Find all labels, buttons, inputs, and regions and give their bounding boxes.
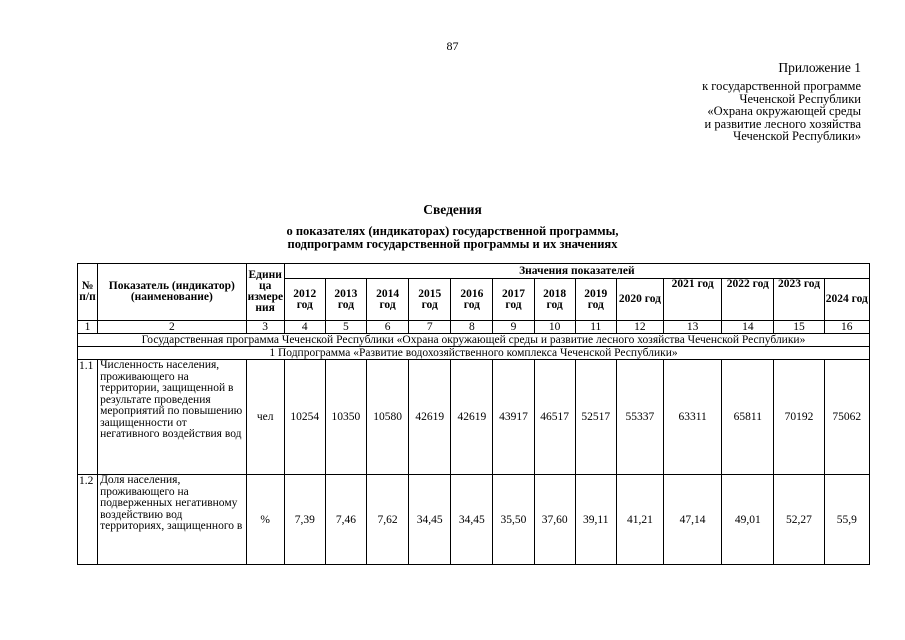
value-cell: 46517 bbox=[534, 360, 575, 475]
header-values-group: Значения показателей bbox=[284, 264, 869, 279]
header-year: 2019 год bbox=[575, 279, 616, 321]
column-number: 11 bbox=[575, 321, 616, 334]
column-number: 4 bbox=[284, 321, 325, 334]
column-number: 7 bbox=[409, 321, 451, 334]
header-year: 2021 год bbox=[664, 279, 722, 321]
indicators-table bbox=[77, 263, 870, 565]
value-cell: 55,9 bbox=[824, 475, 869, 565]
header-year: 2020 год bbox=[616, 279, 663, 321]
unit-cell: чел bbox=[246, 360, 284, 475]
value-cell: 52517 bbox=[575, 360, 616, 475]
column-number: 12 bbox=[616, 321, 663, 334]
value-cell: 65811 bbox=[722, 360, 774, 475]
column-number: 14 bbox=[722, 321, 774, 334]
appendix-line: к государственной программе bbox=[702, 79, 861, 93]
appendix-line: Чеченской Республики bbox=[739, 91, 861, 106]
value-cell: 43917 bbox=[493, 360, 534, 475]
header-year: 2023 год bbox=[774, 279, 824, 321]
value-cell: 70192 bbox=[774, 360, 824, 475]
value-cell: 7,62 bbox=[367, 475, 409, 565]
column-number: 2 bbox=[98, 321, 247, 334]
value-cell: 7,46 bbox=[325, 475, 366, 565]
header-year: 2013 год bbox=[325, 279, 366, 321]
unit-cell: % bbox=[246, 475, 284, 565]
value-cell: 63311 bbox=[664, 360, 722, 475]
row-number: 1.1 bbox=[78, 360, 98, 475]
header-year: 2022 год bbox=[722, 279, 774, 321]
value-cell: 34,45 bbox=[409, 475, 451, 565]
column-number: 1 bbox=[78, 321, 98, 334]
indicator-name: Доля населения, проживающего на подверженных негативному воздействию вод территориях, защищенного в bbox=[100, 475, 243, 532]
value-cell: 37,60 bbox=[534, 475, 575, 565]
appendix-block bbox=[702, 60, 861, 143]
subprogram-banner: 1 Подпрограмма «Развитие водохозяйственного комплекса Чеченской Республики» bbox=[78, 347, 870, 360]
value-cell: 10254 bbox=[284, 360, 325, 475]
appendix-line: и развитие лесного хозяйства bbox=[704, 116, 861, 131]
header-year: 2012 год bbox=[284, 279, 325, 321]
table-row bbox=[78, 475, 870, 565]
column-number: 16 bbox=[824, 321, 869, 334]
value-cell: 55337 bbox=[616, 360, 663, 475]
column-number: 10 bbox=[534, 321, 575, 334]
value-cell: 42619 bbox=[409, 360, 451, 475]
header-no: № п/п bbox=[78, 264, 98, 321]
indicator-name-cell bbox=[98, 475, 247, 565]
value-cell: 39,11 bbox=[575, 475, 616, 565]
value-cell: 35,50 bbox=[493, 475, 534, 565]
column-numbers-row bbox=[78, 321, 870, 334]
appendix-line: «Охрана окружающей среды bbox=[707, 104, 861, 118]
value-cell: 10580 bbox=[367, 360, 409, 475]
column-number: 8 bbox=[451, 321, 493, 334]
subprogram-banner-row bbox=[78, 347, 870, 360]
appendix-line: Чеченской Республики» bbox=[733, 129, 861, 143]
value-cell: 75062 bbox=[824, 360, 869, 475]
page-number: 87 bbox=[446, 39, 459, 53]
header-year: 2017 год bbox=[493, 279, 534, 321]
header-year: 2015 год bbox=[409, 279, 451, 321]
table-row bbox=[78, 360, 870, 475]
value-cell: 7,39 bbox=[284, 475, 325, 565]
value-cell: 47,14 bbox=[664, 475, 722, 565]
appendix-title: Приложение 1 bbox=[778, 60, 861, 75]
value-cell: 34,45 bbox=[451, 475, 493, 565]
header-indicator: Показатель (индикатор) (наименование) bbox=[98, 264, 247, 321]
header-year: 2024 год bbox=[824, 279, 869, 321]
value-cell: 10350 bbox=[325, 360, 366, 475]
document-heading bbox=[0, 202, 905, 250]
indicator-name: Численность населения, проживающего на территории, защищенной в результате проведения мероприятий по повышению защищенности от негативного воздействия вод bbox=[98, 360, 247, 475]
header-unit: Едини ца измере ния bbox=[246, 264, 284, 321]
row-number: 1.2 bbox=[78, 475, 98, 565]
heading-subtitle-line: подпрограмм государственной программы и их значениях bbox=[287, 236, 618, 251]
heading-title: Сведения bbox=[423, 202, 482, 217]
header-year: 2016 год bbox=[451, 279, 493, 321]
value-cell: 49,01 bbox=[722, 475, 774, 565]
column-number: 6 bbox=[367, 321, 409, 334]
program-banner: Государственная программа Чеченской Республики «Охрана окружающей среды и развитие лесного хозяйства Чеченской Республики» bbox=[78, 334, 870, 347]
column-number: 3 bbox=[246, 321, 284, 334]
header-year: 2018 год bbox=[534, 279, 575, 321]
value-cell: 41,21 bbox=[616, 475, 663, 565]
heading-subtitle-line: о показателях (индикаторах) государственной программы, bbox=[286, 224, 619, 238]
column-number: 13 bbox=[664, 321, 722, 334]
column-number: 15 bbox=[774, 321, 824, 334]
value-cell: 52,27 bbox=[774, 475, 824, 565]
column-number: 9 bbox=[493, 321, 534, 334]
header-year: 2014 год bbox=[367, 279, 409, 321]
value-cell: 42619 bbox=[451, 360, 493, 475]
program-banner-row bbox=[78, 334, 870, 347]
column-number: 5 bbox=[325, 321, 366, 334]
